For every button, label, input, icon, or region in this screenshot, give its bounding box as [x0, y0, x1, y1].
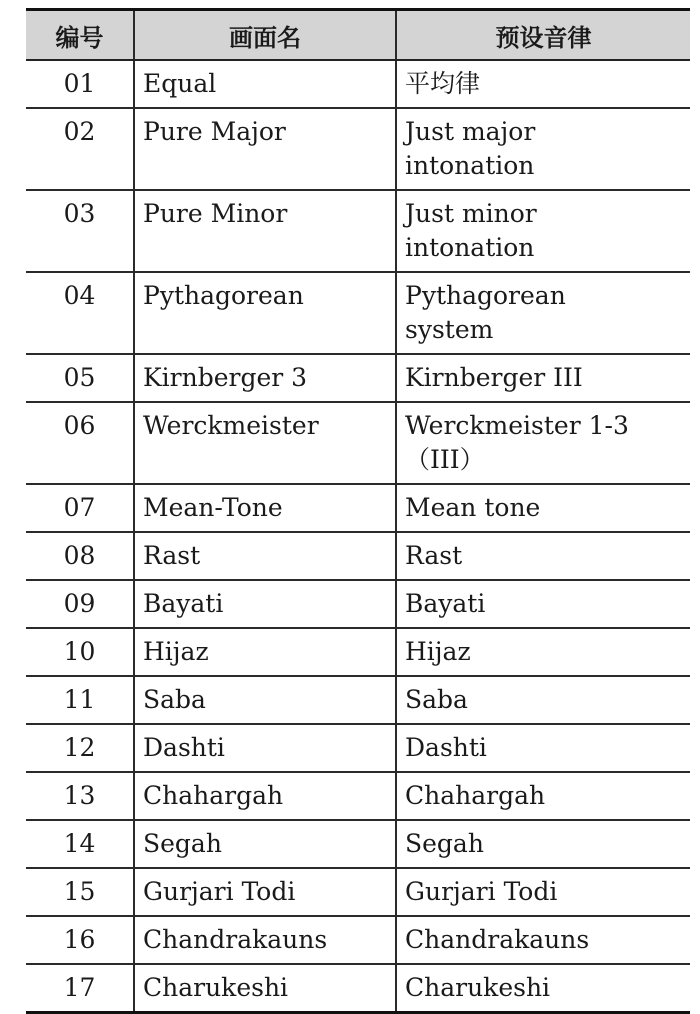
preset-temperament-cell-text: Dashti — [405, 733, 487, 762]
row-number-cell-text: 02 — [63, 117, 96, 146]
row-number-cell — [26, 580, 134, 628]
screen-name-cell — [134, 532, 396, 580]
preset-temperament-cell — [396, 60, 690, 108]
screen-name-cell-text: Equal — [143, 69, 217, 98]
row-number-cell-text: 15 — [63, 877, 96, 906]
table-row — [26, 60, 690, 108]
screen-name-cell-text: Pythagorean — [143, 281, 304, 310]
screen-name-cell — [134, 402, 396, 484]
screen-name-cell-text: Kirnberger 3 — [143, 363, 308, 392]
preset-temperament-cell — [396, 190, 690, 272]
screen-name-cell-text: Bayati — [143, 589, 224, 618]
screen-name-cell — [134, 60, 396, 108]
table-row — [26, 190, 690, 272]
screen-name-cell — [134, 272, 396, 354]
preset-temperament-cell — [396, 272, 690, 354]
screen-name-cell — [134, 108, 396, 190]
row-number-cell — [26, 628, 134, 676]
row-number-cell-text: 12 — [63, 733, 96, 762]
row-number-cell-text: 14 — [63, 829, 96, 858]
row-number-cell — [26, 60, 134, 108]
row-number-cell-text: 08 — [63, 541, 96, 570]
row-number-cell-text: 10 — [63, 637, 96, 666]
screen-name-cell — [134, 964, 396, 1013]
preset-temperament-cell — [396, 580, 690, 628]
row-number-cell — [26, 868, 134, 916]
table-row — [26, 484, 690, 532]
table-row — [26, 532, 690, 580]
preset-temperament-cell-text: Pythagorean system — [405, 281, 566, 344]
screen-name-cell-text: Gurjari Todi — [143, 877, 296, 906]
preset-temperament-cell — [396, 724, 690, 772]
row-number-cell — [26, 676, 134, 724]
row-number-cell — [26, 916, 134, 964]
screen-name-cell-text: Saba — [143, 685, 206, 714]
screen-name-cell — [134, 916, 396, 964]
header-screen-name: 画面名 — [134, 10, 396, 61]
preset-temperament-cell — [396, 916, 690, 964]
screen-name-cell-text: Hijaz — [143, 637, 209, 666]
row-number-cell-text: 07 — [63, 493, 96, 522]
preset-temperament-cell-text: Mean tone — [405, 493, 541, 522]
preset-temperament-cell-text: 平均律 — [405, 69, 481, 98]
table-row — [26, 354, 690, 402]
screen-name-cell — [134, 868, 396, 916]
preset-temperament-cell-text: Bayati — [405, 589, 486, 618]
screen-name-cell-text: Segah — [143, 829, 222, 858]
preset-temperament-cell-text: Hijaz — [405, 637, 471, 666]
screen-name-cell-text: Pure Major — [143, 117, 286, 146]
preset-temperament-cell — [396, 402, 690, 484]
screen-name-cell-text: Chahargah — [143, 781, 284, 810]
screen-name-cell-text: Rast — [143, 541, 201, 570]
screen-name-cell — [134, 820, 396, 868]
table-row — [26, 580, 690, 628]
temperament-table — [26, 8, 690, 1014]
screen-name-cell — [134, 724, 396, 772]
screen-name-cell — [134, 772, 396, 820]
preset-temperament-cell-text: Gurjari Todi — [405, 877, 558, 906]
screen-name-cell-text: Werckmeister — [143, 411, 319, 440]
header-number: 编号 — [26, 10, 134, 61]
preset-temperament-cell — [396, 820, 690, 868]
preset-temperament-cell — [396, 676, 690, 724]
table-row — [26, 108, 690, 190]
row-number-cell — [26, 820, 134, 868]
table-row — [26, 628, 690, 676]
table-row — [26, 772, 690, 820]
preset-temperament-cell-text: Just major intonation — [405, 117, 536, 180]
table-row — [26, 676, 690, 724]
row-number-cell — [26, 724, 134, 772]
row-number-cell — [26, 772, 134, 820]
row-number-cell — [26, 190, 134, 272]
preset-temperament-cell-text: Segah — [405, 829, 484, 858]
table-row — [26, 402, 690, 484]
screen-name-cell — [134, 676, 396, 724]
preset-temperament-cell-text: Rast — [405, 541, 463, 570]
row-number-cell — [26, 108, 134, 190]
screen-name-cell-text: Chandrakauns — [143, 925, 328, 954]
row-number-cell-text: 05 — [63, 363, 96, 392]
screen-name-cell — [134, 354, 396, 402]
screen-name-cell-text: Charukeshi — [143, 973, 289, 1002]
screen-name-cell — [134, 190, 396, 272]
preset-temperament-cell-text: Saba — [405, 685, 468, 714]
table-body — [26, 60, 690, 1013]
preset-temperament-cell — [396, 484, 690, 532]
preset-temperament-cell-text: Kirnberger III — [405, 363, 583, 392]
preset-temperament-cell-text: Chandrakauns — [405, 925, 590, 954]
row-number-cell-text: 16 — [63, 925, 96, 954]
screen-name-cell — [134, 628, 396, 676]
preset-temperament-cell-text: Chahargah — [405, 781, 546, 810]
screen-name-cell-text: Pure Minor — [143, 199, 288, 228]
row-number-cell-text: 01 — [63, 69, 96, 98]
preset-temperament-cell — [396, 868, 690, 916]
preset-temperament-cell — [396, 628, 690, 676]
preset-temperament-cell — [396, 964, 690, 1013]
screen-name-cell — [134, 484, 396, 532]
table-row — [26, 964, 690, 1013]
row-number-cell — [26, 532, 134, 580]
preset-temperament-cell — [396, 354, 690, 402]
row-number-cell-text: 03 — [63, 199, 96, 228]
preset-temperament-cell — [396, 532, 690, 580]
screen-name-cell-text: Dashti — [143, 733, 225, 762]
header-preset-temperament: 预设音律 — [396, 10, 690, 61]
screen-name-cell — [134, 580, 396, 628]
row-number-cell-text: 13 — [63, 781, 96, 810]
row-number-cell — [26, 354, 134, 402]
row-number-cell-text: 17 — [63, 973, 96, 1002]
preset-temperament-cell-text: Charukeshi — [405, 973, 551, 1002]
row-number-cell — [26, 964, 134, 1013]
table-row — [26, 868, 690, 916]
table-row — [26, 724, 690, 772]
table-row — [26, 272, 690, 354]
screen-name-cell-text: Mean-Tone — [143, 493, 283, 522]
preset-temperament-cell — [396, 108, 690, 190]
preset-temperament-cell — [396, 772, 690, 820]
preset-temperament-cell-text: Werckmeister 1-3 （III） — [405, 411, 629, 474]
row-number-cell-text: 06 — [63, 411, 96, 440]
row-number-cell-text: 04 — [63, 281, 96, 310]
row-number-cell — [26, 484, 134, 532]
preset-temperament-cell-text: Just minor intonation — [405, 199, 537, 262]
table-row — [26, 916, 690, 964]
table-row — [26, 820, 690, 868]
row-number-cell-text: 11 — [63, 685, 96, 714]
table-header-row — [26, 10, 690, 61]
row-number-cell — [26, 402, 134, 484]
row-number-cell-text: 09 — [63, 589, 96, 618]
row-number-cell — [26, 272, 134, 354]
